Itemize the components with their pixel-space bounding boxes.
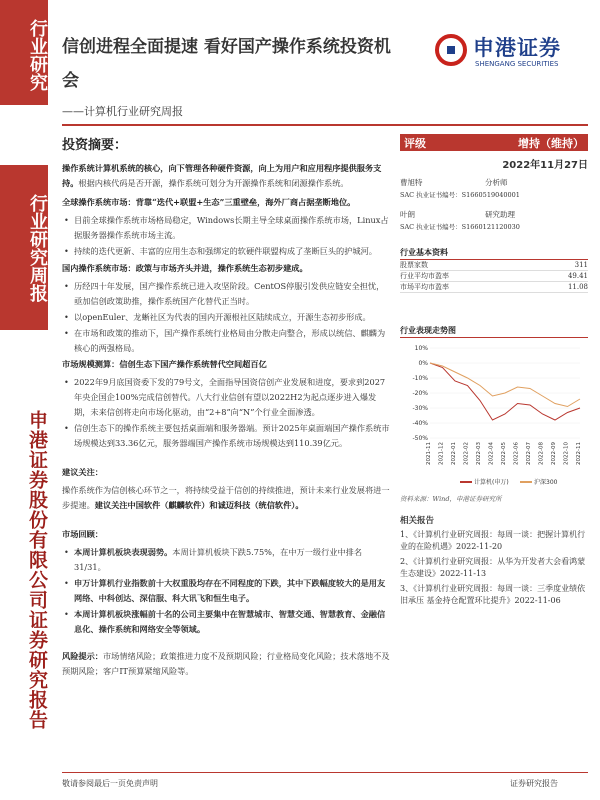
x-tick-label: 2022-09 [551,442,557,465]
basic-info-key: 行业平均市盈率 [400,272,449,280]
report-date: 2022年11月27日 [502,160,588,171]
logo-name: 申港证券 [473,36,561,60]
related-report-link[interactable]: 2、《计算机行业研究周报：从华为开发者大会看鸿蒙生态建设》2022-11-13 [400,557,586,578]
right-column [400,134,588,610]
x-tick-label: 2022-10 [563,442,570,465]
sidebar-top-label: 行业研究 [27,19,48,91]
x-tick-label: 2022-06 [513,442,520,465]
paragraph-os-core: 操作系统计算机系统的核心，向下管理各种硬件资源，向上为用户和应用程序提供服务支持。根据内核代码是否开源，操作系统可划分为开源操作系统和闭源操作系统。 [62,163,382,188]
bullet-item: • 以openEuler、龙蜥社区为代表的国内开源根社区陆续成立，开源生态初步形成。 [62,310,392,325]
legend-label: 沪深300 [534,479,558,486]
x-tick-label: 2022-05 [501,442,507,465]
basic-info-row [400,260,588,271]
bullet-item: • 信创生态下的操作系统主要包括桌面端和服务器端。预计2025年桌面端国产操作系统市场规模达到33.36亿元，服务器端国产操作系统市场规模达到110.39亿元。 [62,421,392,451]
series-line [430,363,580,420]
main-column [62,134,392,682]
company-logo [433,30,588,74]
y-tick-label: 0% [418,360,428,367]
y-tick-label: 10% [414,345,428,352]
series-line [430,363,580,407]
y-tick-label: -40% [412,420,428,427]
bullet-item: • 2022年9月底国资委下发的79号文，全面指导国资信创产业发展和进度，要求到2027年央企国企100%完成信创替代。八大行业信创有望以2022H2为起点逐步进入爆发期，未来信创将走向市场化驱动，由“2+8”向“N”个行业全面渗透。 [62,375,392,420]
bullet-item: • 目前全球操作系统市场格局稳定，Windows长期主导全球桌面操作系统市场，Linux占据服务器操作系统市场主流。 [62,213,392,243]
basic-info-value: 11.08 [567,283,588,291]
footer-disclaimer: 敬请参阅最后一页免责声明 [62,779,158,788]
advice-heading: 建议关注： [62,467,103,477]
rating-bar [400,134,588,151]
paragraph-market-size: 市场规模测算：信创生态下国产操作系统替代空间超百亿 [62,359,267,369]
bullet-item: • 持续的迭代更新、丰富的应用生态和强绑定的软硬件联盟构成了垄断巨头的护城河。 [62,244,392,259]
x-tick-label: 2022-04 [488,442,495,465]
bullet-item: • 本周计算机板块表现弱势。本周计算机板块下跌5.75%，在中万一级行业中排名31/31。 [62,545,392,575]
header-divider [62,124,588,126]
analyst-role: 研究助理 [485,210,515,219]
y-tick-label: -10% [412,375,428,382]
bullet-item: • 申万计算机行业指数前十大权重股均存在不同程度的下跌，其中下跌幅度较大的是用友网络、中科创达、深信服、科大讯飞和恒生电子。 [62,576,392,606]
bullet-item: • 历经四十年发展，国产操作系统已进入攻坚阶段。CentOS停服引发供应链安全担忧，亟加信创政策助推，操作系统国产化替代正当时。 [62,279,392,309]
trend-chart [400,342,588,492]
summary-heading: 投资摘要： [62,138,128,153]
bullet-item: • 本周计算机板块涨幅前十名的公司主要集中在智慧城市、智慧交通、智慧教育、金融信息化、操作系统和网络安全等领域。 [62,607,392,637]
logo-emblem-icon [435,34,467,66]
bullet-item: • 在市场和政策的推动下，国产操作系统行业格局由分散走向整合，形成以统信、麒麟为核心的两强格局。 [62,326,392,356]
logo-english: SHENGANG SECURITIES [475,60,559,68]
basic-info-key: 股票家数 [400,261,428,269]
analyst-cert: SAC 执业证书编号：S1660121120030 [400,223,520,231]
related-reports [400,515,588,607]
legend-label: 计算机(申万) [474,479,509,486]
y-tick-label: -50% [412,435,428,442]
report-subtitle: ——计算机行业研究周报 [62,105,183,118]
report-title: 信创进程全面提速 看好国产操作系统投资机会 [62,37,391,91]
basic-info-table [400,260,588,293]
footer-divider [62,772,588,773]
basic-info-row [400,271,588,282]
analyst-cert: SAC 执业证书编号：S1660519040001 [400,191,520,199]
x-tick-label: 2022-11 [576,442,582,465]
trend-title: 行业表现走势图 [400,325,588,338]
x-tick-label: 2022-08 [538,442,545,465]
chart-source: 资料来源：Wind，申港证券研究所 [400,495,502,503]
paragraph-domestic-market: 国内操作系统市场：政策与市场齐头并进，操作系统生态初步建成。 [62,263,308,273]
x-tick-label: 2021-12 [438,442,445,465]
trend-chart-svg [400,342,588,492]
basic-info-title: 行业基本资料 [400,247,588,260]
x-tick-label: 2021-11 [426,442,432,465]
rating-label: 评级 [404,137,426,150]
rating-value: 增持（维持） [518,137,584,150]
related-report-link[interactable]: 1、《计算机行业研究周报：每周一谈：把握计算机行业的在险机遇》2022-11-20 [400,530,586,551]
sidebar-company-label: 申港证券股份有限公司证券研究报告 [26,410,48,730]
y-tick-label: -20% [412,390,428,397]
x-tick-label: 2022-02 [463,442,470,465]
basic-info-value: 49.41 [567,272,588,280]
sidebar [0,0,48,800]
advice-text: 操作系统作为信创核心环节之一，将持续受益于信创的持续推进，预计未来行业发展将进一步提速。建议关注中国软件（麒麟软件）和诚迈科技（统信软件）。 [62,485,390,510]
basic-info-key: 市场平均市盈率 [400,283,449,291]
analyst-role: 分析师 [485,178,508,187]
related-report-link[interactable]: 3、《计算机行业研究周报：每周一谈：三季度业绩依旧承压 基金持仓配置环比提升》2022-11-06 [400,584,586,605]
footer-label: 证券研究报告 [510,779,558,788]
x-tick-label: 2022-07 [526,442,532,465]
x-tick-label: 2022-01 [451,442,457,465]
sidebar-mid-label: 行业研究周报 [27,194,48,302]
basic-info-value: 311 [574,261,588,269]
paragraph-global-market: 全球操作系统市场：背靠“迭代+联盟+生态”三重壁垒，海外厂商占据垄断地位。 [62,197,356,207]
x-tick-label: 2022-03 [476,442,482,465]
related-title: 相关报告 [400,516,435,526]
risk-paragraph: 风险提示：市场情绪风险；政策推进力度不及预期风险；行业格局变化风险；技术落地不及预期风险；客户IT预算紧缩风险等。 [62,651,390,676]
analyst-name: 叶朗 [400,210,415,219]
y-tick-label: -30% [412,405,428,412]
analyst-name: 曹旭特 [400,178,423,187]
analyst-block [400,177,588,233]
review-heading: 市场回顾： [62,529,103,539]
basic-info-row [400,282,588,293]
